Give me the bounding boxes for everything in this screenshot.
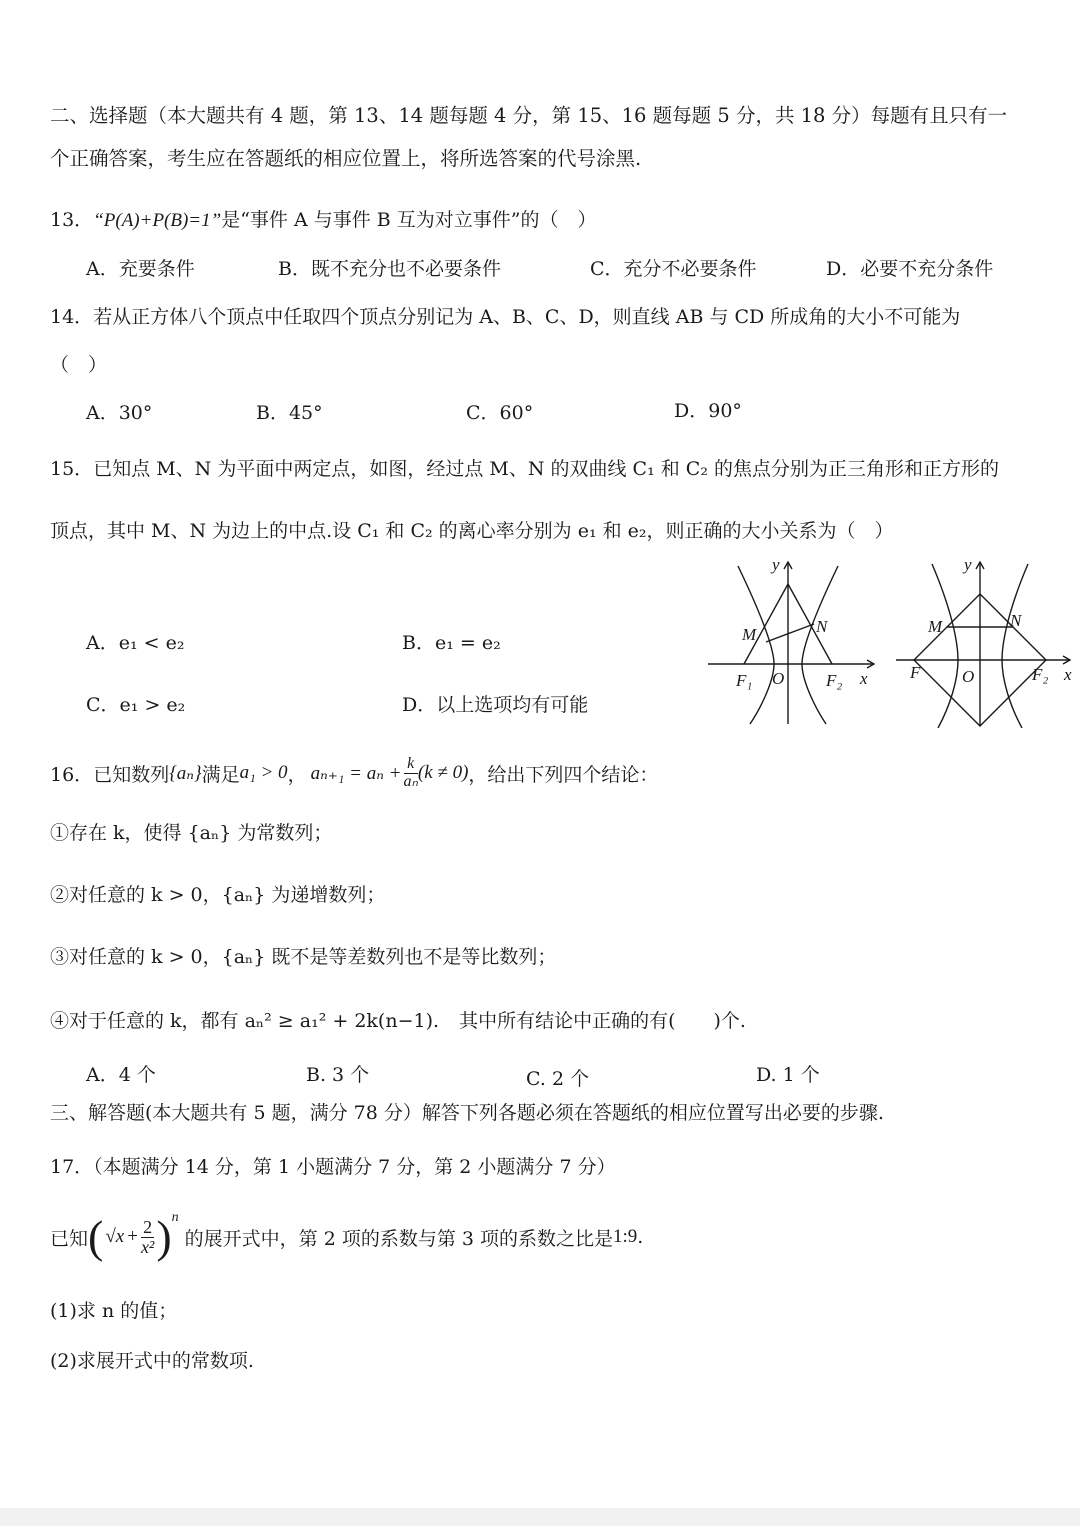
q13-option-d: D．必要不充分条件 [826,258,994,280]
q16-c4-a: ④对于任意的 k，都有 aₙ² ≥ a₁² + 2k(n−1). [50,1010,440,1032]
q17-frac-num: 2 [141,1218,154,1238]
q13-option-b: B．既不充分也不必要条件 [278,258,501,280]
q17-paren-close: ) [156,1211,172,1262]
q15-stem-line1-text: 已知点 M、N 为平面中两定点，如图，经过点 M、N 的双曲线 C₁ 和 C₂ 的焦点分别为正三角形和正方形的 [93,458,999,480]
q16-fraction [404,756,418,791]
section3-heading: 三、解答题(本大题共有 5 题，满分 78 分）解答下列各题必须在答题纸的相应位置写出必要的步骤. [50,1102,884,1124]
q15-option-a: A．e₁ < e₂ [86,632,185,654]
fig2-label-o: O [962,667,975,686]
q17-frac-den: x² [140,1236,155,1257]
q16-frac-den: aₙ [403,772,418,790]
q16-conclusion-4 [50,1006,746,1033]
q16-recur-right: (k ≠ 0) [417,762,469,783]
section2-heading-line1: 二、选择题（本大题共有 4 题，第 13、14 题每题 4 分，第 15、16 题每题 5 分，共 18 分）每题有且只有一 [50,104,1008,127]
q17-stem [50,1206,643,1268]
q15-figure-triangle [702,556,882,726]
q15-option-d: D．以上选项均有可能 [402,694,589,716]
fig1-label-o: O [772,669,785,688]
q17-expr-plus: + [127,1226,138,1247]
fig2-label-f: F [910,663,921,682]
q14-paren: （ ） [50,354,108,376]
q13-option-c: C．充分不必要条件 [590,258,757,280]
q17-power: n [171,1210,179,1225]
q16-stem-c: ，给出下列四个结论： [468,763,659,786]
q14-number: 14． [50,306,94,328]
q14-stem-text: 若从正方体八个顶点中任取四个顶点分别记为 A、B、C、D，则直线 AB 与 CD 所成角的大小不可能为 [93,306,961,328]
q16-conclusion-3: ③对任意的 k > 0，{aₙ} 既不是等差数列也不是等比数列； [50,946,557,968]
q14-stem [50,302,960,329]
q16-number: 16． [50,763,94,786]
q17-stem-b: 的展开式中，第 2 项的系数与第 3 项的系数之比是 [184,1227,613,1250]
fig1-label-x: x [860,669,868,688]
q15-option-b: B．e₁ = e₂ [402,632,501,654]
fig1-label-f2: F₂ [826,671,843,690]
q13-number: 13． [50,209,94,231]
q14-option-d: D．90° [674,400,742,422]
q16-stem [50,750,658,796]
q13-option-a: A．充要条件 [86,258,195,280]
page-bottom-edge [0,1508,1080,1526]
q15-option-c: C．e₁ > e₂ [86,694,186,716]
q15-number: 15． [50,458,94,480]
q15-stem-line2: 顶点，其中 M、N 为边上的中点.设 C₁ 和 C₂ 的离心率分别为 e₁ 和 e₂，则正确的大小关系为（ ） [50,520,894,542]
q13-stem-text: 是“事件 A 与事件 B 互为对立事件”的（ ） [221,209,597,231]
q13-stem-math: “P(A)+P(B)=1” [93,210,222,231]
fig1-label-y: y [772,556,780,574]
q14-option-b: B．45° [256,402,323,424]
q17-ratio: 1:9 [613,1226,638,1247]
fig2-label-n: N [1010,611,1022,630]
q13-stem [50,205,596,232]
q16-option-c: C. 2 个 [526,1068,590,1090]
q14-option-a: A．30° [86,402,153,424]
fig2-label-f2: F₂ [1032,665,1049,684]
q17-header: 17．（本题满分 14 分，第 1 小题满分 7 分，第 2 小题满分 7 分） [50,1156,616,1178]
q16-seq: {aₙ} [169,762,202,784]
fig1-label-m: M [742,625,757,644]
q16-recur-left: aₙ₊₁ = aₙ + [310,762,402,784]
q15-stem-line1 [50,454,999,481]
q16-conclusion-1: ①存在 k，使得 {aₙ} 为常数列； [50,822,333,844]
q16-cond1: a₁ > 0 [239,762,288,783]
q16-option-a: A．4 个 [86,1064,156,1086]
q16-stem-a: 已知数列 [93,763,170,786]
q16-stem-b: 满足 [201,763,240,786]
q17-stem-a: 已知 [50,1227,89,1250]
section2-heading-line2: 个正确答案，考生应在答题纸的相应位置上，将所选答案的代号涂黑. [50,147,642,170]
q16-option-b: B. 3 个 [306,1064,370,1086]
q17-part-1: (1)求 n 的值； [50,1300,178,1322]
q16-frac-num: k [404,756,418,774]
q17-expr-sqrt: √x [105,1226,125,1247]
q16-option-d: D. 1 个 [756,1064,820,1086]
fig2-label-x: x [1064,665,1072,684]
fig2-label-m: M [928,617,943,636]
q16-sep: ， [287,763,307,786]
fig2-label-y: y [964,556,972,574]
q17-fraction [141,1218,154,1257]
q15-figure-square [892,556,1078,728]
q16-c4-b: 其中所有结论中正确的有( )个. [459,1010,746,1032]
fig1-label-n: N [816,617,828,636]
q14-option-c: C．60° [466,402,534,424]
q17-paren-open: ( [88,1211,104,1262]
q17-period: . [637,1226,644,1248]
q17-part-2: (2)求展开式中的常数项. [50,1350,254,1372]
fig1-label-f1: F₁ [736,671,753,690]
q16-conclusion-2: ②对任意的 k > 0，{aₙ} 为递增数列； [50,884,386,906]
